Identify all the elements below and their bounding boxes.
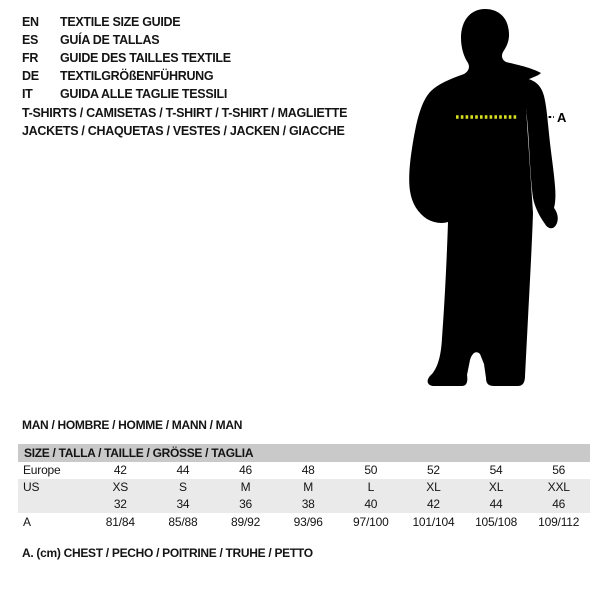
- chest-measure-label: A: [557, 110, 567, 125]
- size-value: 50: [364, 463, 378, 477]
- size-value: 85/88: [168, 515, 198, 529]
- size-value: S: [179, 480, 187, 494]
- row-label: Europe: [23, 463, 61, 477]
- table-row-numeric: [18, 496, 590, 513]
- language-label: TEXTILGRÖßENFÜHRUNG: [60, 69, 214, 83]
- size-value: M: [240, 480, 251, 494]
- language-code: EN: [22, 15, 39, 29]
- gender-heading: MAN / HOMBRE / HOMME / MANN / MAN: [22, 418, 243, 432]
- size-value: 32: [113, 497, 127, 511]
- size-value: 93/96: [293, 515, 323, 529]
- language-label: GUÍA DE TALLAS: [60, 33, 160, 47]
- size-value: 46: [552, 497, 566, 511]
- language-row: [22, 85, 231, 103]
- size-value: 46: [239, 463, 253, 477]
- size-value: 44: [489, 497, 503, 511]
- size-value: 81/84: [105, 515, 135, 529]
- size-value: 105/108: [475, 515, 518, 529]
- size-value: 97/100: [353, 515, 389, 529]
- size-table-header: SIZE / TALLA / TAILLE / GRÖSSE / TAGLIA: [18, 444, 590, 462]
- language-list: [22, 13, 231, 103]
- size-table: [18, 444, 590, 531]
- row-label: [18, 496, 89, 513]
- language-row: [22, 31, 231, 49]
- man-silhouette-svg: [402, 8, 570, 390]
- language-label: GUIDE DES TAILLES TEXTILE: [60, 51, 231, 65]
- language-label: GUIDA ALLE TAGLIE TESSILI: [60, 87, 228, 101]
- row-label: US: [23, 480, 40, 494]
- size-value: 42: [113, 463, 127, 477]
- man-body-shape: [409, 9, 541, 386]
- table-row-europe: [18, 462, 590, 479]
- size-value: XS: [112, 480, 129, 494]
- size-value: 38: [301, 497, 315, 511]
- language-row: [22, 13, 231, 31]
- language-row: [22, 67, 231, 85]
- language-label: TEXTILE SIZE GUIDE: [60, 15, 181, 29]
- measurement-footnote: A. (cm) CHEST / PECHO / POITRINE / TRUHE / PETTO: [22, 546, 313, 560]
- language-code: ES: [22, 33, 39, 47]
- size-value: 52: [426, 463, 440, 477]
- size-value: 44: [176, 463, 190, 477]
- man-silhouette: [402, 8, 570, 390]
- language-code: FR: [22, 51, 39, 65]
- size-value: 89/92: [231, 515, 261, 529]
- size-value: 56: [552, 463, 566, 477]
- size-value: XL: [488, 480, 504, 494]
- size-value: 109/112: [538, 515, 580, 529]
- language-code: IT: [22, 87, 33, 101]
- size-value: XXL: [547, 480, 570, 494]
- size-value: 42: [426, 497, 440, 511]
- table-row-chest: [18, 513, 590, 531]
- size-value: 48: [301, 463, 315, 477]
- language-code: DE: [22, 69, 39, 83]
- size-value: 36: [239, 497, 253, 511]
- size-value: L: [367, 480, 375, 494]
- category-tshirts: T-SHIRTS / CAMISETAS / T-SHIRT / T-SHIRT / MAGLIETTE: [22, 106, 348, 120]
- garment-categories: [22, 104, 347, 140]
- size-value: 54: [489, 463, 503, 477]
- language-row: [22, 49, 231, 67]
- size-value: XL: [426, 480, 441, 494]
- table-row-us: [18, 479, 590, 496]
- size-value: M: [303, 480, 314, 494]
- size-value: 40: [364, 497, 378, 511]
- category-jackets: JACKETS / CHAQUETAS / VESTES / JACKEN / GIACCHE: [22, 124, 345, 138]
- size-value: 101/104: [412, 515, 455, 529]
- size-value: 34: [176, 497, 190, 511]
- row-label: A: [23, 515, 31, 529]
